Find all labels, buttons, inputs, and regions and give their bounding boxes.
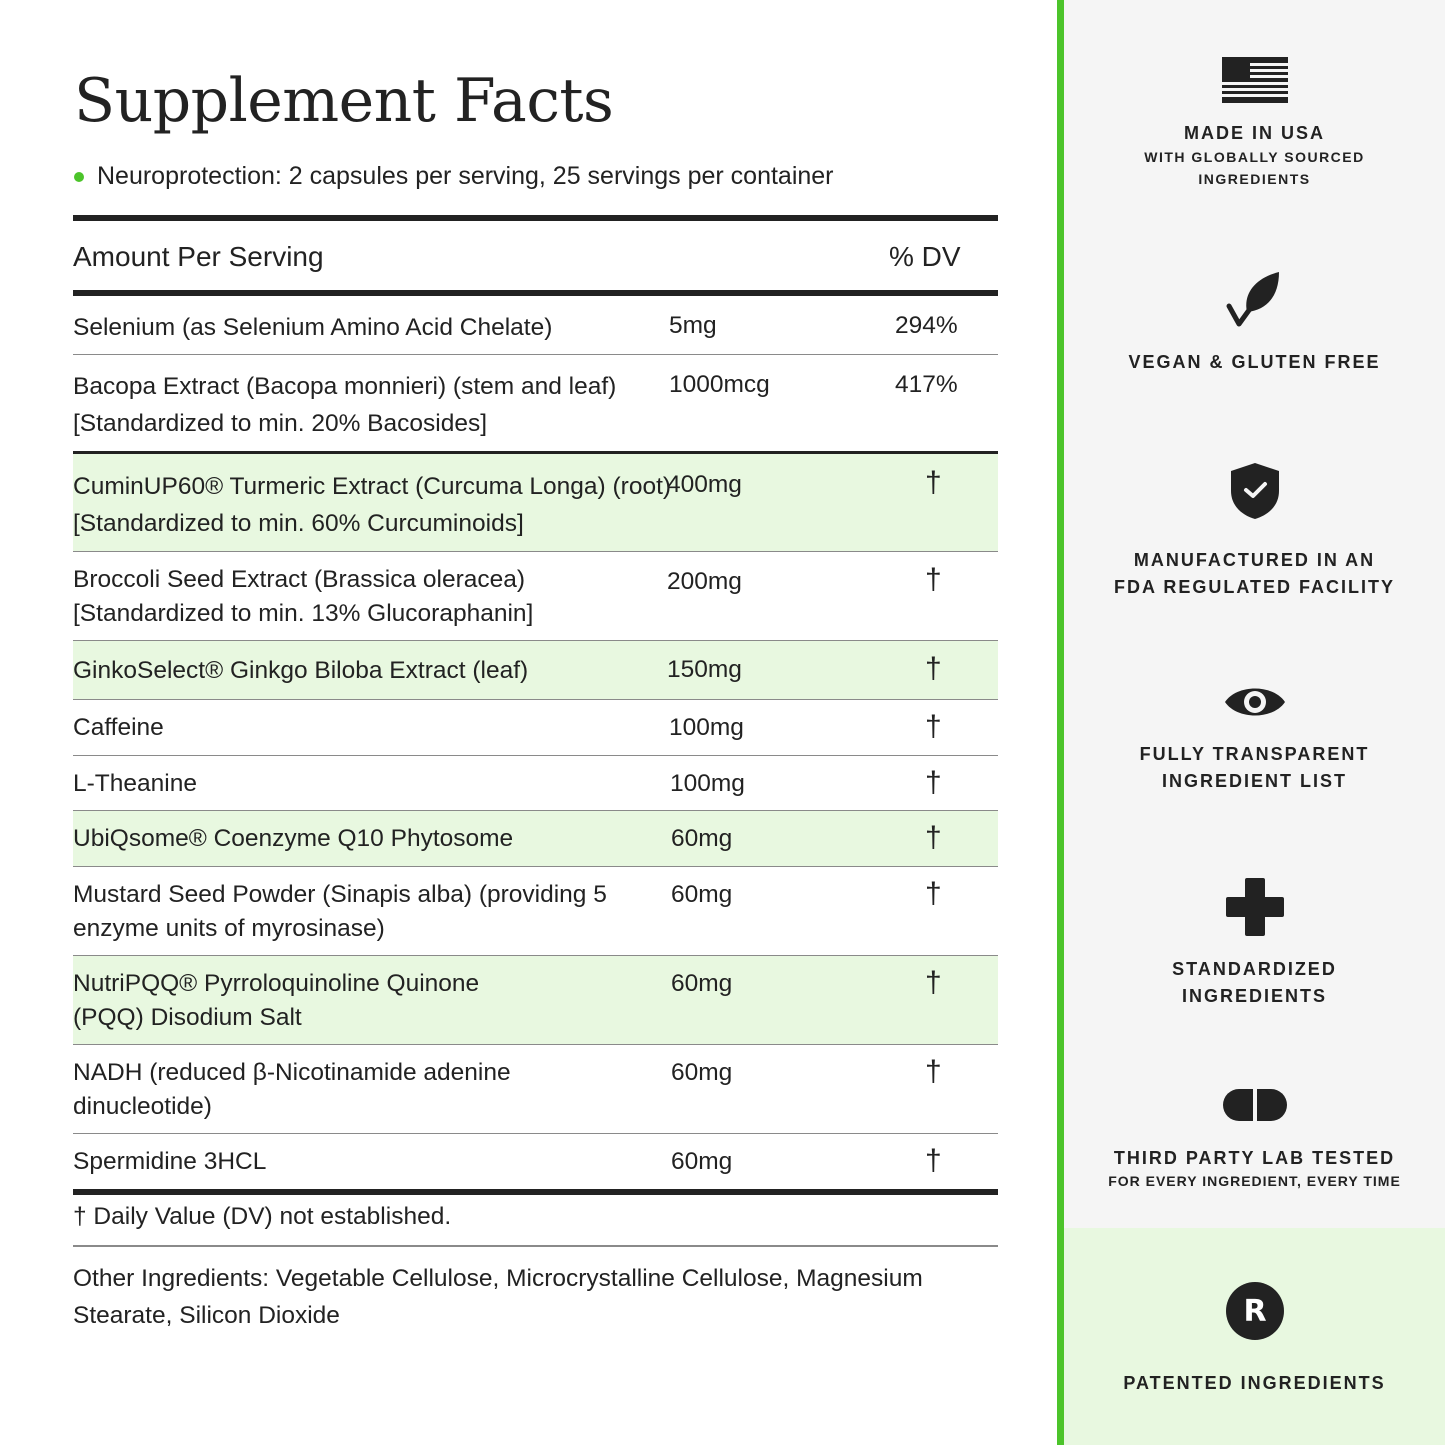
ingredient-amount: 60mg — [671, 881, 733, 908]
ingredient-name: Broccoli Seed Extract (Brassica oleracea) [Standardized to min. 13% Glucoraphanin] — [73, 566, 534, 627]
ingredient-dv: 417% — [895, 371, 958, 398]
ingredient-name: GinkoSelect® Ginkgo Biloba Extract (leaf) — [73, 657, 529, 684]
ingredient-name: Selenium (as Selenium Amino Acid Chelate) — [73, 314, 553, 341]
badge-usa-sub2: INGREDIENTS — [1198, 171, 1311, 187]
badge-vegan-title: VEGAN & GLUTEN FREE — [1128, 352, 1381, 372]
ingredient-name: CuminUP60® Turmeric Extract (Curcuma Longa) (root) [Standardized to min. 60% Curcuminoids] — [73, 473, 672, 537]
ingredient-amount: 100mg — [670, 770, 745, 797]
badge-standardized-line1: STANDARDIZED — [1172, 959, 1337, 979]
ingredient-name: UbiQsome® Coenzyme Q10 Phytosome — [73, 825, 514, 852]
svg-text:R: R — [1242, 1294, 1267, 1329]
badge-made-in-usa — [1064, 57, 1445, 190]
page-title: Supplement Facts — [74, 66, 614, 136]
badge-usa-title: MADE IN USA — [1183, 123, 1325, 143]
badge-lab-sub: FOR EVERY INGREDIENT, EVERY TIME — [1108, 1173, 1401, 1189]
badge-transparent-line2: INGREDIENT LIST — [1161, 771, 1347, 791]
green-bullet-icon — [74, 172, 84, 182]
ingredient-dv: † — [925, 466, 942, 499]
table-row — [73, 1045, 998, 1134]
ingredient-dv: † — [925, 821, 942, 854]
badge-standardized-line2: INGREDIENTS — [1181, 986, 1327, 1006]
table-row — [73, 1134, 998, 1189]
ingredient-name: Mustard Seed Powder (Sinapis alba) (providing 5 enzyme units of myrosinase) — [73, 881, 607, 942]
badge-fda — [1064, 461, 1445, 601]
table-row — [73, 641, 998, 700]
other-ingredients: Other Ingredients: Vegetable Cellulose, Microcrystalline Cellulose, Magnesium Stearate, Silicon Dioxide — [73, 1265, 923, 1329]
table-row — [73, 296, 998, 355]
ingredient-name: Spermidine 3HCL — [73, 1148, 267, 1175]
badge-patented — [1064, 1282, 1445, 1394]
ingredient-name: Bacopa Extract (Bacopa monnieri) (stem and leaf) [Standardized to min. 20% Bacosides] — [73, 373, 617, 437]
registered-r-icon — [1226, 1282, 1284, 1340]
badge-transparent — [1064, 680, 1445, 795]
table-row — [73, 756, 998, 811]
ingredient-amount: 1000mcg — [669, 371, 770, 398]
ingredient-dv: † — [925, 1144, 942, 1177]
ingredient-dv: † — [925, 877, 942, 910]
ingredient-dv: † — [925, 652, 942, 685]
ingredient-amount: 5mg — [669, 312, 717, 339]
ingredient-amount: 200mg — [667, 568, 742, 595]
capsule-icon — [1222, 1088, 1288, 1122]
eye-icon — [1223, 680, 1287, 724]
footnote-rule — [73, 1245, 998, 1247]
leaf-check-icon — [1225, 268, 1285, 330]
table-row — [73, 867, 998, 956]
badge-transparent-line1: FULLY TRANSPARENT — [1139, 744, 1370, 764]
ingredient-dv: † — [925, 966, 942, 999]
ingredient-dv: † — [925, 710, 942, 743]
facts-table — [73, 215, 998, 1195]
badge-lab-tested — [1064, 1088, 1445, 1192]
ingredient-amount: 400mg — [667, 471, 742, 498]
table-row — [73, 811, 998, 867]
ingredient-dv: † — [925, 766, 942, 799]
badge-fda-line1: MANUFACTURED IN AN — [1133, 550, 1376, 570]
ingredient-name: NADH (reduced β-Nicotinamide adenine dinucleotide) — [73, 1059, 511, 1120]
dv-footnote: † Daily Value (DV) not established. — [73, 1203, 452, 1230]
ingredient-amount: 60mg — [671, 825, 733, 852]
ingredient-name: NutriPQQ® Pyrroloquinoline Quinone (PQQ) Disodium Salt — [73, 970, 480, 1031]
plus-icon — [1226, 878, 1284, 936]
ingredient-amount: 150mg — [667, 656, 742, 683]
serving-info — [74, 162, 834, 191]
ingredient-dv: † — [925, 1055, 942, 1088]
badge-patented-title: PATENTED INGREDIENTS — [1123, 1373, 1386, 1393]
dv-header: % DV — [889, 241, 961, 272]
ingredient-dv: † — [925, 563, 942, 596]
table-row — [73, 454, 998, 552]
badge-fda-line2: FDA REGULATED FACILITY — [1114, 577, 1395, 597]
ingredient-amount: 60mg — [671, 970, 733, 997]
badge-standardized — [1064, 878, 1445, 1010]
table-row — [73, 956, 998, 1045]
us-flag-icon — [1222, 57, 1288, 103]
table-header — [73, 221, 998, 290]
ingredient-dv: 294% — [895, 312, 958, 339]
serving-info-text: Neuroprotection: 2 capsules per serving, 25 servings per container — [97, 162, 834, 190]
table-bottom-rule — [73, 1189, 998, 1195]
badge-lab-title: THIRD PARTY LAB TESTED — [1113, 1148, 1396, 1168]
amount-per-serving-header: Amount Per Serving — [73, 241, 324, 272]
green-divider — [1057, 0, 1064, 1445]
badge-usa-sub1: WITH GLOBALLY SOURCED — [1144, 149, 1365, 165]
ingredient-name: Caffeine — [73, 714, 164, 741]
table-row — [73, 355, 998, 454]
ingredient-amount: 60mg — [671, 1148, 733, 1175]
ingredient-name: L-Theanine — [73, 770, 197, 797]
badge-vegan — [1064, 268, 1445, 373]
table-row — [73, 700, 998, 756]
table-row — [73, 552, 998, 641]
ingredient-amount: 100mg — [669, 714, 744, 741]
shield-check-icon — [1229, 461, 1281, 521]
ingredient-amount: 60mg — [671, 1059, 733, 1086]
